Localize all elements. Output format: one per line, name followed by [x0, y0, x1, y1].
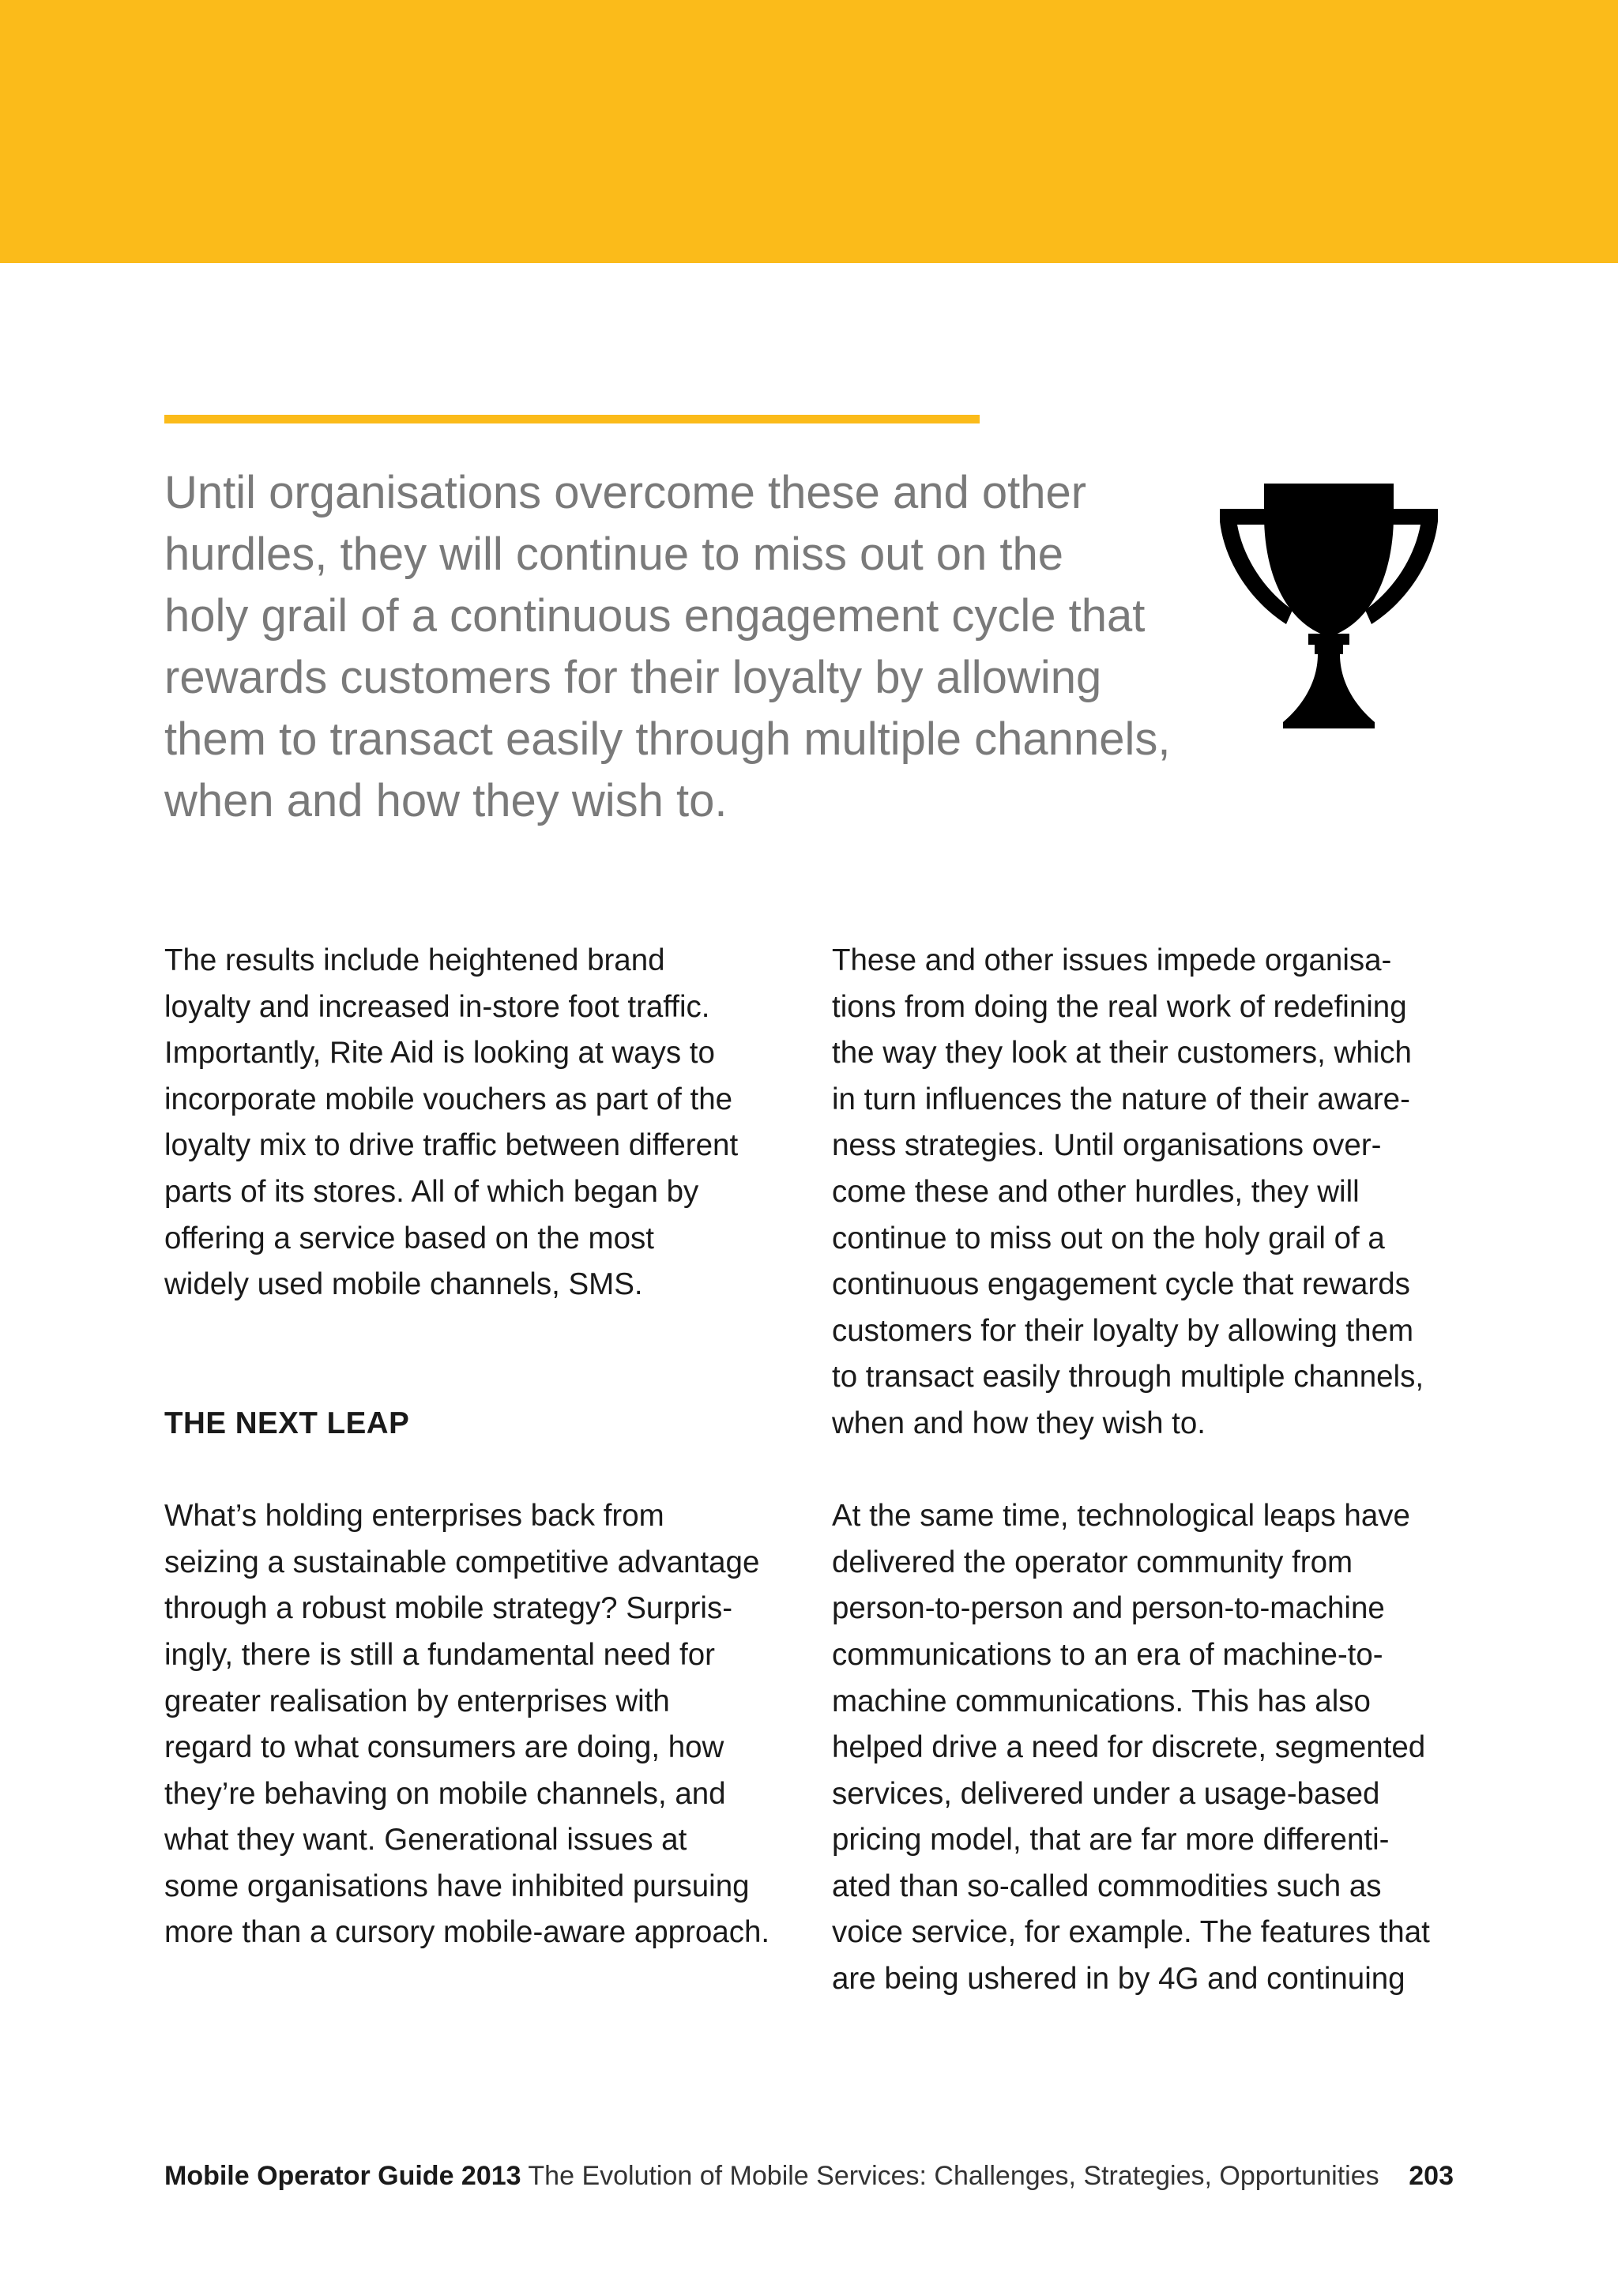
text-line: communications to an era of machine-to- — [832, 1637, 1383, 1672]
pull-quote-line: hurdles, they will continue to miss out on the — [164, 529, 1064, 580]
text-line: continuous engagement cycle that rewards — [832, 1267, 1410, 1302]
text-line: loyalty and increased in-store foot traffic. — [164, 989, 710, 1024]
text-line: regard to what consumers are doing, how — [164, 1730, 724, 1765]
text-line: ated than so-called commodities such as — [832, 1869, 1382, 1903]
pull-quote-line: holy grail of a continuous engagement cycle that — [164, 590, 1146, 642]
text-line: when and how they wish to. — [832, 1406, 1206, 1440]
text-line: incorporate mobile vouchers as part of the — [164, 1082, 733, 1116]
text-line: continue to miss out on the holy grail of a — [832, 1221, 1385, 1255]
pull-quote-rule — [164, 415, 980, 423]
text-line: ingly, there is still a fundamental need for — [164, 1637, 715, 1672]
text-line: what they want. Generational issues at — [164, 1823, 687, 1858]
text-line: in turn influences the nature of their aware- — [832, 1082, 1410, 1116]
text-line: seizing a sustainable competitive advantage — [164, 1545, 760, 1579]
header-band — [0, 0, 1618, 263]
text-line: voice service, for example. The features that — [832, 1915, 1430, 1950]
text-line: they’re behaving on mobile channels, and — [164, 1776, 726, 1811]
trophy-icon — [1220, 484, 1438, 728]
pull-quote-line: rewards customers for their loyalty by allowing — [164, 652, 1102, 703]
text-line: are being ushered in by 4G and continuing — [832, 1962, 1405, 1997]
text-line: the way they look at their customers, which — [832, 1036, 1412, 1071]
text-line: These and other issues impede organisa- — [832, 943, 1392, 977]
text-line: offering a service based on the most — [164, 1221, 654, 1255]
text-line: customers for their loyalty by allowing them — [832, 1313, 1414, 1348]
text-line: some organisations have inhibited pursuing — [164, 1869, 750, 1903]
footer-guide-title: Mobile Operator Guide 2013 — [164, 2161, 521, 2191]
text-line: The results include heightened brand — [164, 943, 665, 977]
text-line: What’s holding enterprises back from — [164, 1499, 664, 1534]
page-number: 203 — [1409, 2161, 1454, 2191]
pull-quote — [164, 462, 1223, 832]
pull-quote-line: them to transact easily through multiple channels, — [164, 713, 1171, 765]
text-line: tions from doing the real work of redefining — [832, 989, 1407, 1024]
page-footer — [164, 2156, 1454, 2196]
left-column — [164, 938, 820, 1956]
text-line: widely used mobile channels, SMS. — [164, 1267, 643, 1302]
text-line: At the same time, technological leaps have — [832, 1499, 1410, 1534]
pull-quote-line: Until organisations overcome these and other — [164, 467, 1087, 518]
text-line: services, delivered under a usage-based — [832, 1776, 1380, 1811]
section-heading: THE NEXT LEAP — [164, 1406, 410, 1440]
text-line: greater realisation by enterprises with — [164, 1684, 670, 1718]
text-line: parts of its stores. All of which began by — [164, 1174, 699, 1209]
text-line: person-to-person and person-to-machine — [832, 1591, 1385, 1626]
text-line: delivered the operator community from — [832, 1545, 1353, 1579]
footer-subtitle: The Evolution of Mobile Services: Challenges, Strategies, Opportunities — [528, 2161, 1379, 2191]
text-line: more than a cursory mobile-aware approach. — [164, 1915, 770, 1950]
right-column — [832, 938, 1464, 2003]
text-line: loyalty mix to drive traffic between different — [164, 1128, 739, 1163]
pull-quote-line: when and how they wish to. — [164, 775, 728, 826]
text-line: pricing model, that are far more differenti- — [832, 1823, 1390, 1858]
text-line: ness strategies. Until organisations over- — [832, 1128, 1382, 1163]
text-line: come these and other hurdles, they will — [832, 1174, 1360, 1209]
text-line: Importantly, Rite Aid is looking at ways to — [164, 1036, 715, 1071]
text-line: through a robust mobile strategy? Surpris- — [164, 1591, 733, 1626]
text-line: helped drive a need for discrete, segmented — [832, 1730, 1426, 1765]
text-line: to transact easily through multiple channels, — [832, 1360, 1424, 1395]
text-line: machine communications. This has also — [832, 1684, 1371, 1718]
